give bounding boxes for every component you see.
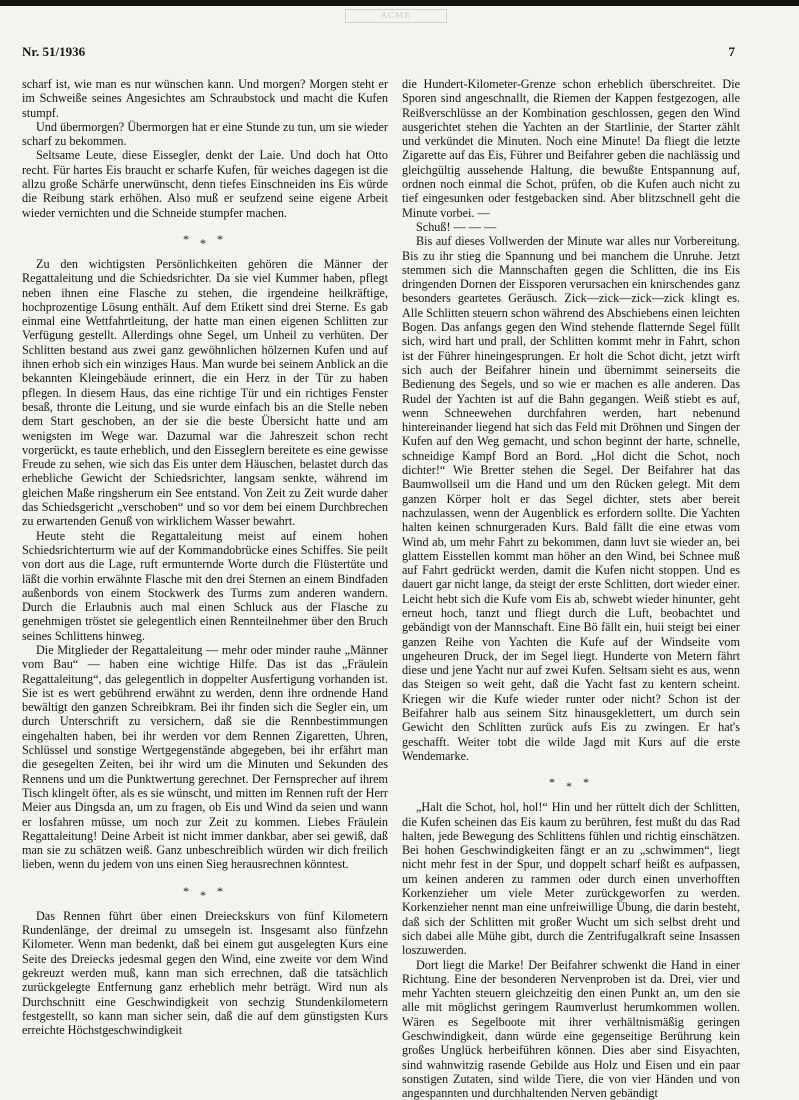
paragraph: Bis auf dieses Vollwerden der Minute war alles nur Vorbereitung. Bis zu ihr stieg die Spannung und bei manchem die Unruhe. Jetzt stemmen sich die Mannschaften gegen die Schlitten, die ins Eis dringenden Dornen der Eissporen verursachen ein knirschendes ganz besonders geartetes Geräusch. Zick—zick—zick—zick klingt es. Alle Schlitten steuern schon während des Abschiebens einen leichten Bogen. Das anfangs gegen den Wind stehende flatternde Segel füllt sich, wird hart und prall, der Schlitten kommt mehr in Fahrt, schon ist der Führer hineingesprungen. Er holt die Schot dicht, jetzt wirft sich auch der Beifahrer hinein und übernimmt seinerseits die Bedienung des Segels, und so wie er machen es alle anderen. Das Rudel der Yachten ist auf die Bahn gegangen. Weiß stiebt es auf, wenn Schneewehen durchfahren werden, hart nebenund hintereinander liegend hat sich das Feld mit Dröhnen und Singen der Kufen auf den Weg gemacht, und schon beginnt der harte, schnelle, schneidige Kampf Bord an Bord. „Hol dicht die Schot, noch dichter!“ Wie Bretter stehen die Segel. Der Beifahrer hat das Baumwollseil um die Hand und um den Rücken gelegt. Mit dem ganzen Körper holt er das Segel dichter, stets aber bereit nachzulassen, wenn der Augenblick es erfordern sollte. Die Yachten halten keinen schnurgeraden Kurs. Bald fällt die eine etwas vom Wind ab, um mehr Fahrt zu bekommen, dann luvt sie wieder an, bei glattem Eisstellen kommt man höher an den Wind, bei Schnee muß auf Fahrt gedrückt werden, damit die Kufen nicht stoppen. Und es dauert gar nicht lange, da steigt der erste Schlitten, dort wieder einer. Leicht hebt sich die Kufe vom Eis ab, schwebt wieder hinunter, geht erneut hoch, tanzt und fliegt durch die Luft, beobachtet und gebändigt von der Mannschaft. Eine Bö fällt ein, huii steigt bei einer ganzen Reihe von Yachten die Kufe auf der Windseite vom ungeheuren Druck, der im Segel liegt. Hunderte von Metern fährt diese und jene Yacht nur auf zwei Kufen. Seltsam sieht es aus, wenn das Steigen so weit geht, daß die Yacht fast zu kentern scheint. Kriegen wir die Kufe wieder runter oder nicht? Schon ist der Beifahrer halb aus seinem Sitz hinausgeklettert, um durch sein Gewicht den Schlitten zurück aufs Eis zu zwingen. Er hat's geschafft. Weiter tobt die wilde Jagd mit Kurs auf die erste Wendemarke. [402, 234, 740, 763]
paragraph: Heute steht die Regattaleitung meist auf einem hohen Schiedsrichterturm wie auf der Kommandobrücke eines Schiffes. Sie peilt von dort aus die Lage, ruft ermunternde Worte durch die Flüstertüte und läßt die vorhin erwähnte Flasche mit den drei Sternen an einem Bindfaden außenbords von einem Stockwerk des Turms zum anderen wandern. Durch die Erlaubnis auch mal einen Schluck aus der Flasche zu genehmigen tröstet sie gelegentlich einen Rennteilnehmer über den Bruch seines Schlittens hinweg. [22, 528, 388, 643]
paragraph: Die Mitglieder der Regattaleitung — mehr oder minder rauhe „Männer vom Bau“ — haben eine wichtige Hilfe. Das ist das „Fräulein Regattaleitung“, das gelegentlich in doppelter Ausfertigung vorhanden ist. Sie ist es wert gebührend erwähnt zu werden, denn ihre ordnende Hand bewältigt den ganzen Schreibkram. Bei ihr finden sich die Segler ein, um durch Unterschrift zu versichern, daß sie die Rennbestimmungen eingehalten haben, bei ihr werden vor dem Rennen Zigaretten, Uhren, Schlüssel und sonstige Wertgegenstände abgegeben, bei ihr erfährt man die gesegelten Zeiten, bei ihr wird um die Minuten und Sekunden des Rennens und um die Punktwertung gerechnet. Der Fernsprecher auf ihrem Tisch klingelt öfter, als es sie wünscht, und mitten im Rennen ruft der Herr Meier aus Dingsda an, um zu fragen, ob Eis und Wind da seien und wann er losfahren müsse, um noch zur Zeit zu kommen. Liebes Fräulein Regattaleitung! Deine Arbeit ist nicht immer dankbar, aber sei gewiß, daß man sie zu schätzen weiß. Ganz unbeschreiblich würden wir dich freilich lieben, wenn du jedem von uns einen Sieg herausrechnen könntest. [22, 642, 388, 872]
right-column [402, 77, 740, 1100]
section-separator: * * * [549, 775, 593, 794]
paragraph: scharf ist, wie man es nur wünschen kann. Und morgen? Morgen steht er im Schweiße seines Angesichtes am Schraubstock und macht die Kufen stumpf. [22, 77, 388, 120]
section-separator: * * * [183, 883, 227, 902]
paragraph: die Hundert-Kilometer-Grenze schon erheblich überschreitet. Die Sporen sind angeschnallt, die Riemen der Kappen festgezogen, alle Reißverschlüsse an der Kombination geschlossen, gegen den Wind ausgerichtet stehen die Yachten an der Startlinie, der Starter zählt und verkündet die Minuten. Noch eine Minute! Da fliegt die letzte Zigarette auf das Eis, Führer und Beifahrer geben die nachlässig und gleichgültig aussehende Haltung, die bewußte Entspannung auf, ordnen noch einmal die Schot, prüfen, ob die Kufen auch nicht zu tief eingesunken oder festgebacken sind. Aber blitzschnell geht die Minute vorbei. — [402, 77, 740, 220]
faded-stamp: ACME [345, 9, 447, 23]
issue-number: Nr. 51/1936 [22, 44, 86, 59]
paragraph: Zu den wichtigsten Persönlichkeiten gehören die Männer der Regattaleitung und die Schiedsrichter. Da sie viel Kummer haben, pflegt neben ihnen eine Flasche zu stehen, die irgendeine heilkräftige, hochprozentige Lösung enthält. Auf dem Etikett sind drei Sterne. Es gab einmal eine Wettfahrtleitung, der hatte man einen eigenen Schlitten zur Verfügung gestellt. Allerdings ohne Segel, um Unheil zu verhüten. Der Schlitten bestand aus zwei ganz gewöhnlichen hölzernen Kufen und auf ihnen erhob sich ein winziges Haus. Man wurde bei seinem Anblick an die bekannten Kleingebäude erinnert, die ein Herz in der Tür zu haben pflegen. In diesem Haus, das eine richtige Tür und ein richtiges Fenster besaß, thronte die Leitung, und sie wurde einfach bis an die Stelle neben dem Start geschoben, an der sie die beste Übersicht hatte und am wenigsten im Wege war. Dazumal war die Jahreszeit schon recht vorgerückt, es taute erheblich, und den Eisseglern bereitete es eine gewisse Freude zu sehen, wie sich das Eis unter dem Häuschen, belastet durch das erhebliche Gewicht der Schiedsrichter, langsam senkte, während im gleichen Maße ringsherum ein See entstand. Von Zeit zu Zeit wurde daher das Schiedsgericht „verschoben“ und so vor dem bei einem Durchbrechen zu erwartenden Genuß von wirklichem Wasser bewahrt. [22, 256, 388, 529]
left-column [22, 77, 388, 1079]
paragraph: Das Rennen führt über einen Dreieckskurs von fünf Kilometern Rundenlänge, der dreimal zu umsegeln ist. Insgesamt also fünfzehn Kilometer. Wenn man bedenkt, daß bei einem gut ausgelegten Kurs eine Seite des Dreiecks jedesmal gegen den Wind, eine zweite vor dem Wind gekreuzt werden muß, kann man sich errechnen, daß die tatsächlich zurückgelegte Entfernung ganz erheblich mehr beträgt. Wird nun als Durchschnitt eine Geschwindigkeit von sechzig Stundenkilometern festgestellt, so kann man sicher sein, daß die auf dem günstigsten Kurs erreichte Höchstgeschwindigkeit [22, 908, 388, 1038]
top-edge-bar [0, 0, 799, 6]
paragraph: Und übermorgen? Übermorgen hat er eine Stunde zu tun, um sie wieder scharf zu bekommen. [22, 119, 388, 149]
paragraph: Seltsame Leute, diese Eissegler, denkt der Laie. Und doch hat Otto recht. Für hartes Eis braucht er scharfe Kufen, für weiches dagegen ist die allzu große Schärfe unerwünscht, denn tiefes Einschneiden ins Eis würde die Reibung stark erhöhen. Also muß er seufzend seine eigene Arbeit wieder vernichten und die Schneide stumpfer machen. [22, 148, 388, 220]
section-separator: * * * [183, 231, 227, 250]
paragraph: „Halt die Schot, hol, hol!“ Hin und her rüttelt dich der Schlitten, die Kufen scheinen das Eis kaum zu berühren, fest mußt du das Rad halten, jede Bewegung des Schlittens fühlen und richtig einschätzen. Bei hohen Geschwindigkeiten fängt er an zu „schwimmen“, liegt nicht mehr fest in der Spur, und doppelt scharf heißt es aufpassen, um keinen anderen zu rammen oder durch einen unverhofften Korkenzieher um viele Meter zurückgeworfen zu werden. Korkenzieher nennt man eine unfreiwillige Übung, die darin besteht, daß sich der Schlitten mit großer Wucht um sich selbst dreht und sich dabei alle Mühe gibt, durch die Zentrifugalkraft seine Insassen loszuwerden. [402, 800, 740, 958]
page-header [22, 44, 735, 60]
start-signal: Schuß! — — — [416, 219, 497, 234]
paragraph: Dort liegt die Marke! Der Beifahrer schwenkt die Hand in einer Richtung. Eine der besonderen Nervenproben ist da. Drei, vier und mehr Yachten steuern gleichzeitig den einen Punkt an, um den sie alle mit möglichst geringem Raumverlust herumkommen wollen. Wären es Segelboote mit ihrer verhältnismäßig geringen Geschwindigkeit, dann würde eine gegenseitige Berührung kein großes Unglück herbeiführen können. Dies aber sind Eisyachten, sind wahnwitzig rasende Gebilde aus Holz und Eisen und ein paar sonstigen Zutaten, sind wilde Tiere, die von vier Händen und von angespannten und durchhaltenden Nerven gebändigt [402, 957, 740, 1100]
page-number: 7 [728, 44, 735, 59]
